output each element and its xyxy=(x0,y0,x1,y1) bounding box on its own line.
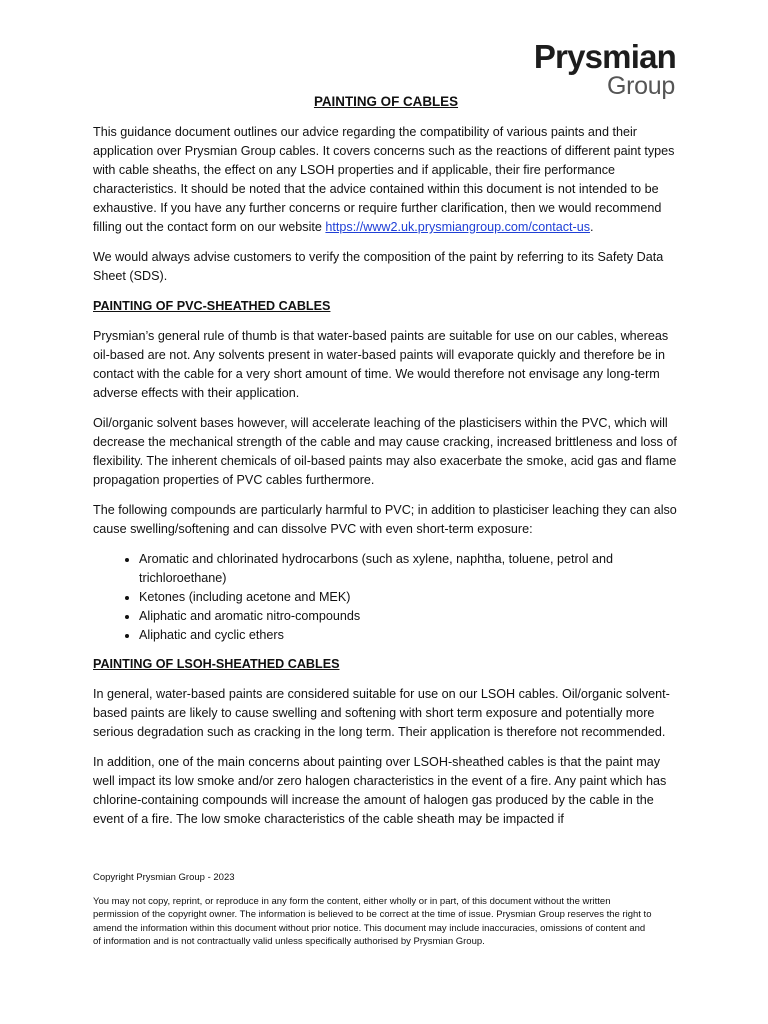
lsoh-heading: PAINTING OF LSOH-SHEATHED CABLES xyxy=(93,657,340,671)
prysmian-group-logo xyxy=(534,40,676,99)
intro-paragraph xyxy=(93,123,679,237)
document-body xyxy=(93,92,679,840)
pvc-paragraph-1: Prysmian’s general rule of thumb is that water-based paints are suitable for use on our cables, whereas oil-based are not. Any solvents present in water-based paints will evaporate quickly and therefore be in contact with the cable for a very short amount of time. We would therefore not envisage any long-term adverse effects with their application. xyxy=(93,329,669,400)
copyright-notice: Copyright Prysmian Group - 2023 xyxy=(93,872,235,883)
intro-text: This guidance document outlines our advice regarding the compatibility of various paints and their application over Prysmian Group cables. It covers concerns such as the reactions of different paint types with cable sheaths, the effect on any LSOH properties and if applicable, their fire performance characteristics. It should be noted that the advice contained within this document is not intended to be exhaustive. If you have any further concerns or require further clarification, then we would recommend filling out the contact form on our website xyxy=(93,125,675,234)
page-footer xyxy=(93,871,653,949)
list-item: • Aliphatic and cyclic ethers xyxy=(139,626,679,645)
logo-line-2: Group xyxy=(607,72,675,100)
list-item: • Aliphatic and aromatic nitro-compounds xyxy=(139,607,679,626)
sds-paragraph: We would always advise customers to verify the composition of the paint by referring to its Safety Data Sheet (SDS). xyxy=(93,250,664,283)
page-title: PAINTING OF CABLES xyxy=(313,94,459,109)
contact-us-link[interactable]: https://www2.uk.prysmiangroup.com/contact-us xyxy=(325,220,590,234)
body-text-area xyxy=(93,123,679,840)
intro-after: . xyxy=(590,220,594,234)
harmful-compounds-list xyxy=(93,550,679,645)
list-item: • Aromatic and chlorinated hydrocarbons (such as xylene, naphtha, toluene, petrol and trichloroethane) xyxy=(139,550,679,588)
pvc-paragraph-3: The following compounds are particularly harmful to PVC; in addition to plasticiser leaching they can also cause swelling/softening and can dissolve PVC with even short-term exposure: xyxy=(93,503,677,536)
logo-line-1: Prysmian xyxy=(533,38,676,75)
list-item: • Ketones (including acetone and MEK) xyxy=(139,588,679,607)
disclaimer-text: You may not copy, reprint, or reproduce in any form the content, either wholly or in part, of this document without the written permission of the copyright owner. The information is believed to be correct at the time of issue. Prysmian Group reserves the right to amend the information within this document without prior notice. This document may include inaccuracies, omissions of content and of information and is not contractually valid unless specifically authorised by Prysmian Group. xyxy=(93,895,652,947)
pvc-paragraph-2: Oil/organic solvent bases however, will accelerate leaching of the plasticisers within the PVC, which will decrease the mechanical strength of the cable and may cause cracking, increased brittleness and loss of flexibility. The inherent chemicals of oil-based paints may also exacerbate the smoke, acid gas and flame propagation properties of PVC cables furthermore. xyxy=(93,416,677,487)
pvc-heading: PAINTING OF PVC-SHEATHED CABLES xyxy=(93,299,331,313)
lsoh-paragraph-2: In addition, one of the main concerns about painting over LSOH-sheathed cables is that the paint may well impact its low smoke and/or zero halogen characteristics in the event of a fire. Any paint which has chlorine-containing compounds will increase the amount of halogen gas produced by the cable in the event of a fire. The low smoke characteristics of the cable sheath may be impacted if xyxy=(93,755,667,826)
lsoh-paragraph-1: In general, water-based paints are considered suitable for use on our LSOH cables. Oil/organic solvent-based paints are likely to cause swelling and softening with short term exposure and potentially more serious degradation such as cracking in the long term. Their application is therefore not recommended. xyxy=(93,687,670,739)
